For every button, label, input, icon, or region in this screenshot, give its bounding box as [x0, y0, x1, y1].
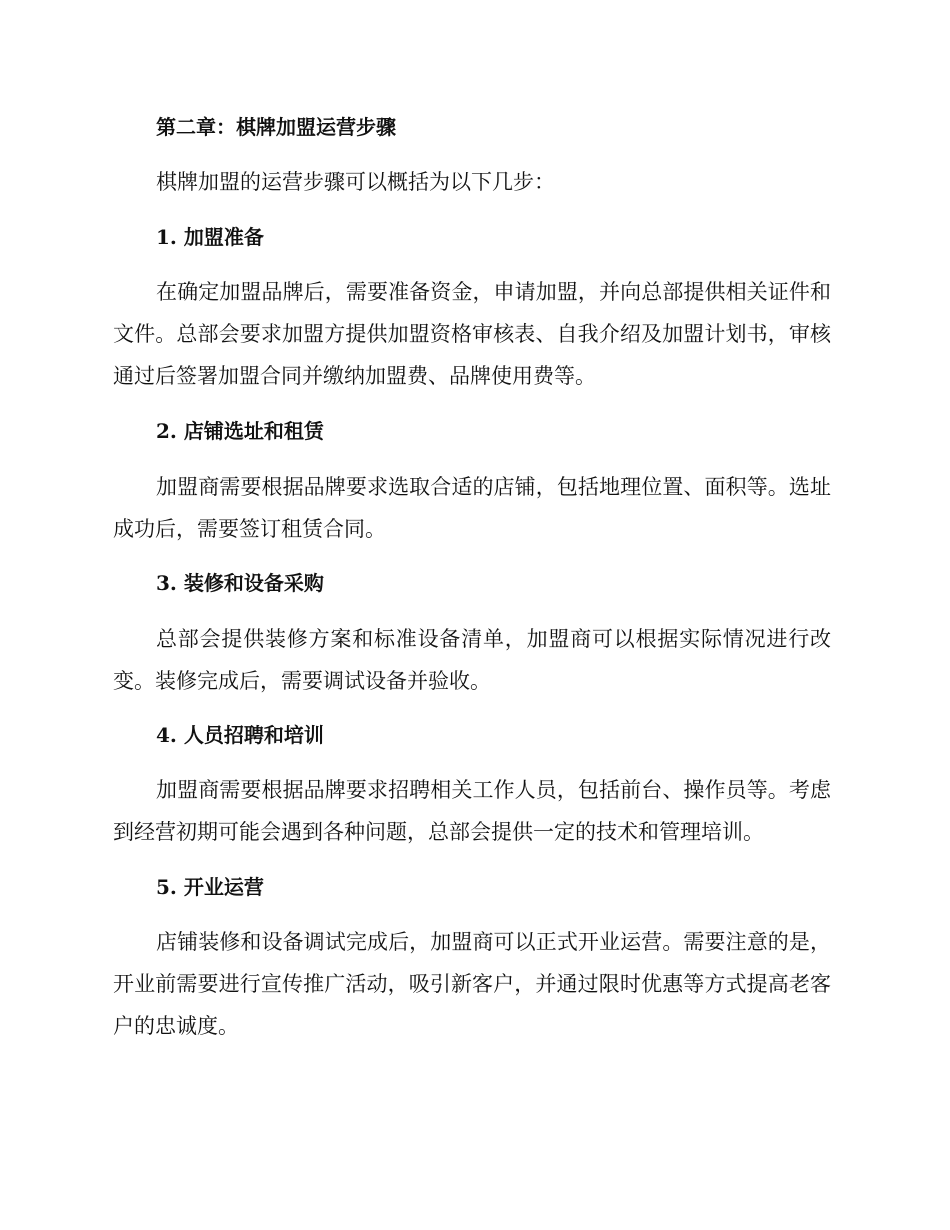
section-heading-2: 2. 店铺选址和租赁	[156, 419, 324, 443]
section-heading-1: 1. 加盟准备	[156, 225, 264, 249]
section-body-3: 总部会提供装修方案和标准设备清单，加盟商可以根据实际情况进行改变。装修完成后，需要调试设备并验收。	[113, 627, 831, 693]
section-heading-4: 4. 人员招聘和培训	[156, 723, 324, 747]
section-body-4: 加盟商需要根据品牌要求招聘相关工作人员，包括前台、操作员等。考虑到经营初期可能会遇到各种问题，总部会提供一定的技术和管理培训。	[113, 778, 831, 844]
section-body-2: 加盟商需要根据品牌要求选取合适的店铺，包括地理位置、面积等。选址成功后，需要签订租赁合同。	[113, 475, 831, 541]
section-body-5: 店铺装修和设备调试完成后，加盟商可以正式开业运营。需要注意的是，开业前需要进行宣传推广活动，吸引新客户，并通过限时优惠等方式提高老客户的忠诚度。	[113, 930, 831, 1038]
chapter-title: 第二章：棋牌加盟运营步骤	[156, 115, 396, 139]
section-body-1: 在确定加盟品牌后，需要准备资金，申请加盟，并向总部提供相关证件和文件。总部会要求加盟方提供加盟资格审核表、自我介绍及加盟计划书，审核通过后签署加盟合同并缴纳加盟费、品牌使用费等。	[113, 280, 831, 388]
section-heading-5: 5. 开业运营	[156, 875, 264, 899]
section-heading-3: 3. 装修和设备采购	[156, 571, 324, 595]
intro-paragraph: 棋牌加盟的运营步骤可以概括为以下几步：	[156, 170, 555, 194]
